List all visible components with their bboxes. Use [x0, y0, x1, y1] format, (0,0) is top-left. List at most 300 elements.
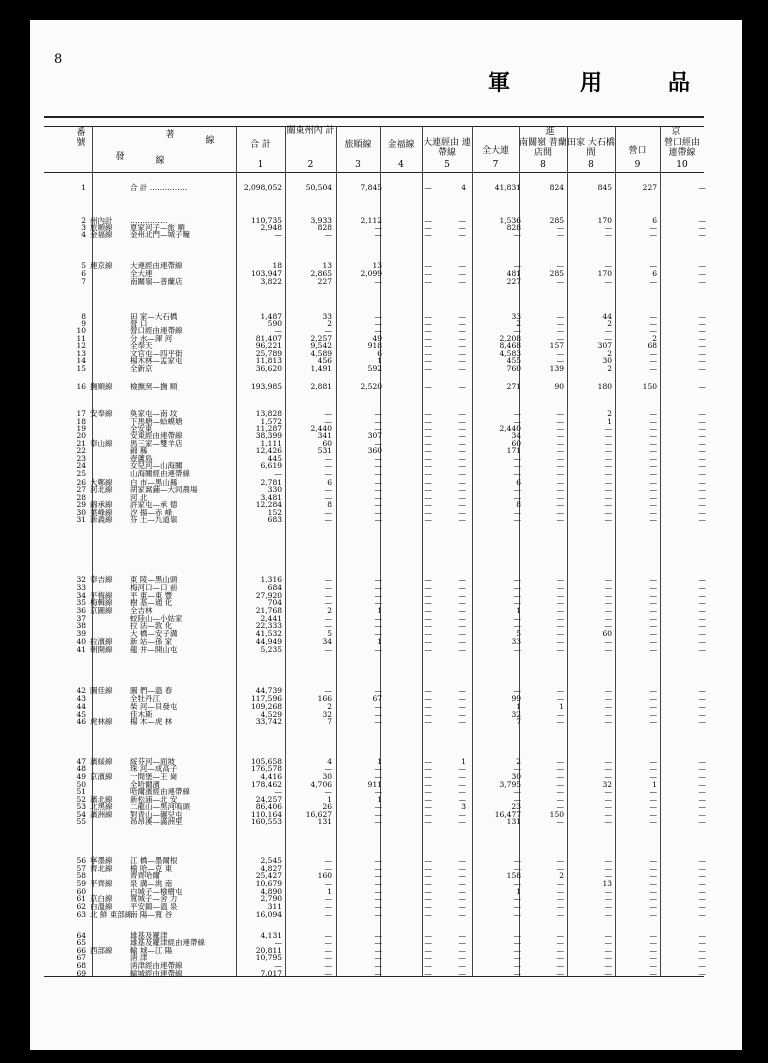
cell-value: — — [424, 810, 432, 819]
cell-value: — — [324, 461, 332, 470]
cell-value: — — [374, 417, 382, 426]
cell-value: — — [513, 969, 521, 978]
cell-value: — — [604, 454, 612, 463]
cell-value: 4 — [327, 757, 332, 766]
cell-value: — — [458, 810, 466, 819]
row-number: 11 — [76, 334, 86, 343]
cell-value: — — [513, 614, 521, 623]
cell-value: 36,620 — [255, 364, 282, 373]
col-number: 10 — [676, 160, 688, 170]
cell-value: — — [649, 485, 657, 494]
cell-value: — — [424, 356, 432, 365]
cell-value: — — [513, 591, 521, 600]
cell-value: — — [458, 356, 466, 365]
cell-value: — — [424, 319, 432, 328]
cell-value: — — [513, 493, 521, 502]
cell-value: 30 — [602, 356, 612, 365]
table-row — [44, 817, 704, 826]
cell-value: — — [556, 894, 564, 903]
col-header: 旅順線 — [344, 140, 372, 150]
cell-value: 760 — [506, 364, 521, 373]
cell-value: — — [458, 446, 466, 455]
cell-value: — — [604, 606, 612, 615]
cell-value: — — [604, 864, 612, 873]
route-name: 雄基及羅津 — [130, 931, 168, 940]
cell-value: — — [649, 879, 657, 888]
cell-value: — — [424, 717, 432, 726]
cell-value: — — [513, 230, 521, 239]
cell-value: — — [458, 312, 466, 321]
cell-value: — — [698, 946, 706, 955]
line-group: 北 鮮 東部線 — [90, 910, 133, 919]
line-group: 北黑線 — [90, 802, 113, 811]
cell-value: — — [458, 887, 466, 896]
cell-value: 4 — [461, 183, 466, 192]
cell-value: — — [604, 439, 612, 448]
cell-value: — — [324, 230, 332, 239]
cell-value: — — [649, 261, 657, 270]
cell-value: — — [604, 326, 612, 335]
cell-value: — — [698, 629, 706, 638]
cell-value: — — [698, 864, 706, 873]
cell-value: — — [604, 764, 612, 773]
header-line2: 線 — [155, 156, 165, 166]
cell-value: 1,536 — [499, 216, 521, 225]
col-number: 8 — [540, 160, 546, 170]
cell-value: — — [513, 764, 521, 773]
cell-value: — — [374, 887, 382, 896]
row-number: 15 — [76, 364, 86, 373]
cell-value: 11,287 — [255, 424, 282, 433]
row-number: 33 — [76, 583, 86, 592]
col-divider — [285, 126, 286, 976]
cell-value: — — [698, 591, 706, 600]
cell-value: — — [513, 583, 521, 592]
cell-value: — — [556, 645, 564, 654]
cell-value: — — [556, 277, 564, 286]
header-section-in: 進 — [545, 127, 555, 137]
cell-value: — — [649, 772, 657, 781]
table-row — [44, 515, 704, 524]
cell-value: — — [649, 802, 657, 811]
route-name: 泉 溝—洮 南 — [130, 879, 173, 888]
route-name: 南關嶺—普蘭店 — [130, 277, 183, 286]
row-number: 17 — [76, 409, 86, 418]
col-number: 1 — [257, 160, 264, 170]
cell-value: — — [458, 795, 466, 804]
cell-value: — — [513, 902, 521, 911]
cell-value: — — [374, 686, 382, 695]
cell-value: — — [649, 583, 657, 592]
cell-value: 117,596 — [250, 694, 282, 703]
cell-value: 157 — [549, 341, 564, 350]
cell-value: — — [374, 424, 382, 433]
cell-value: — — [649, 910, 657, 919]
cell-value: — — [458, 261, 466, 270]
cell-value: — — [458, 364, 466, 373]
line-group: 京濱線 — [90, 772, 113, 781]
cell-value: — — [649, 312, 657, 321]
cell-value: — — [604, 485, 612, 494]
cell-value: 1,487 — [260, 312, 282, 321]
cell-value: — — [513, 856, 521, 865]
cell-value: — — [698, 621, 706, 630]
row-number: 58 — [76, 871, 86, 880]
header-from: 發 — [115, 152, 125, 162]
cell-value: — — [424, 500, 432, 509]
row-number: 65 — [76, 938, 86, 947]
cell-value: 1 — [377, 606, 382, 615]
cell-value: — — [698, 856, 706, 865]
cell-value: — — [604, 598, 612, 607]
cell-value: — — [513, 326, 521, 335]
cell-value: — — [324, 686, 332, 695]
cell-value: — — [698, 614, 706, 623]
cell-value: 90 — [554, 382, 564, 391]
row-number: 19 — [76, 424, 86, 433]
cell-value: — — [374, 702, 382, 711]
route-name: 珠 河—成高子 — [130, 764, 178, 773]
cell-value: — — [324, 469, 332, 478]
cell-value: — — [649, 446, 657, 455]
cell-value: — — [324, 879, 332, 888]
cell-value: — — [604, 223, 612, 232]
cell-value: — — [324, 931, 332, 940]
cell-value: — — [556, 621, 564, 630]
cell-value: 4,583 — [499, 349, 521, 358]
cell-value: — — [556, 485, 564, 494]
cell-value: — — [374, 493, 382, 502]
cell-value: 1 — [461, 757, 466, 766]
cell-value: — — [698, 485, 706, 494]
line-group: 撫順線 — [90, 382, 113, 391]
cell-value: — — [374, 500, 382, 509]
row-number: 21 — [76, 439, 86, 448]
row-number: 51 — [76, 787, 86, 796]
cell-value: 2,112 — [360, 216, 382, 225]
header-bottom-rule — [44, 172, 704, 173]
row-number: 3 — [81, 223, 86, 232]
cell-value: — — [458, 946, 466, 955]
cell-value: 590 — [267, 319, 282, 328]
row-number: 27 — [76, 485, 86, 494]
cell-value: — — [698, 446, 706, 455]
route-name: 全新京 — [130, 364, 153, 373]
cell-value: 22,333 — [255, 621, 282, 630]
cell-value: — — [458, 349, 466, 358]
cell-value: — — [604, 478, 612, 487]
route-name: 東 陵—黑山頭 — [130, 575, 178, 584]
row-number: 47 — [76, 757, 86, 766]
cell-value: — — [698, 894, 706, 903]
cell-value: — — [604, 931, 612, 940]
cell-value: — — [374, 598, 382, 607]
title-char-1: 軍 — [488, 70, 511, 96]
cell-value: — — [604, 910, 612, 919]
cell-value: 828 — [317, 223, 332, 232]
cell-value: — — [649, 894, 657, 903]
cell-value: 2,948 — [260, 223, 282, 232]
cell-value: — — [458, 694, 466, 703]
cell-value: 227 — [506, 277, 521, 286]
row-number: 43 — [76, 694, 86, 703]
cell-value: 1 — [377, 795, 382, 804]
cell-value: — — [604, 871, 612, 880]
cell-value: 44,739 — [255, 686, 282, 695]
row-number: 42 — [76, 686, 86, 695]
cell-value: 445 — [267, 454, 282, 463]
cell-value: 7,845 — [360, 183, 382, 192]
row-number: 39 — [76, 629, 86, 638]
cell-value: 6,619 — [260, 461, 282, 470]
line-group: 奉山線 — [90, 439, 113, 448]
cell-value: 67 — [372, 694, 382, 703]
cell-value: — — [698, 349, 706, 358]
cell-value: — — [698, 382, 706, 391]
route-name: 南 陽—寬 谷 — [130, 910, 173, 919]
cell-value: — — [698, 757, 706, 766]
cell-value: — — [604, 810, 612, 819]
cell-value: — — [604, 694, 612, 703]
cell-value: — — [424, 326, 432, 335]
cell-value: 13 — [372, 261, 382, 270]
cell-value: — — [649, 621, 657, 630]
cell-value: — — [458, 469, 466, 478]
cell-value: — — [424, 493, 432, 502]
route-name: 二龍山—黑河嗚頭 — [130, 802, 190, 811]
cell-value: — — [698, 216, 706, 225]
cell-value: — — [698, 424, 706, 433]
cell-value: — — [424, 261, 432, 270]
cell-value: — — [604, 938, 612, 947]
cell-value: — — [556, 446, 564, 455]
cell-value: — — [698, 269, 706, 278]
cell-value: — — [556, 469, 564, 478]
cell-value: — — [374, 478, 382, 487]
cell-value: — — [698, 810, 706, 819]
cell-value: — — [698, 694, 706, 703]
cell-value: — — [324, 493, 332, 502]
header-top-rule — [44, 126, 704, 127]
cell-value: — — [458, 969, 466, 978]
cell-value: — — [604, 902, 612, 911]
col-header: 合 計 — [250, 140, 271, 150]
cell-value: — — [374, 629, 382, 638]
cell-value: — — [424, 575, 432, 584]
cell-value: — — [458, 817, 466, 826]
row-number: 1 — [81, 183, 86, 192]
cell-value: — — [424, 485, 432, 494]
route-name: 蛟陸山—小姑家 — [130, 614, 183, 623]
cell-value: 2,441 — [260, 614, 282, 623]
cell-value: — — [698, 223, 706, 232]
row-number: 31 — [76, 515, 86, 524]
row-number: 28 — [76, 493, 86, 502]
row-number: 10 — [76, 326, 86, 335]
cell-value: — — [374, 871, 382, 880]
line-group: 朝開線 — [90, 645, 113, 654]
cell-value: — — [374, 508, 382, 517]
route-name: 文官屯—四平街 — [130, 349, 183, 358]
cell-value: — — [649, 717, 657, 726]
route-name: 哈爾濱經由連帶線 — [130, 787, 190, 796]
cell-value: 33,742 — [255, 717, 282, 726]
cell-value: 4,890 — [260, 887, 282, 896]
cell-value: — — [458, 910, 466, 919]
table-row — [44, 183, 704, 192]
cell-value: 176,578 — [250, 764, 282, 773]
cell-value: 2,790 — [260, 894, 282, 903]
cell-value: 828 — [506, 223, 521, 232]
cell-value: 2 — [327, 606, 332, 615]
cell-value: — — [604, 334, 612, 343]
route-name: 新 站—孫 家 — [130, 637, 173, 646]
col-header: 大連經由 連帶線 — [423, 138, 471, 158]
cell-value: — — [424, 454, 432, 463]
cell-value: — — [424, 431, 432, 440]
cell-value: 2 — [516, 319, 521, 328]
line-group: 濱綏線 — [90, 757, 113, 766]
cell-value: — — [424, 887, 432, 896]
col-divider — [236, 126, 237, 976]
cell-value: — — [324, 591, 332, 600]
cell-value: — — [556, 780, 564, 789]
row-number: 64 — [76, 931, 86, 940]
cell-value: — — [698, 645, 706, 654]
cell-value: 26 — [322, 802, 332, 811]
cell-value: — — [698, 364, 706, 373]
cell-value: — — [513, 461, 521, 470]
cell-value: — — [424, 637, 432, 646]
cell-value: — — [649, 961, 657, 970]
route-name: 營 口 — [130, 319, 148, 328]
cell-value: 30 — [511, 772, 521, 781]
cell-value: 307 — [367, 431, 382, 440]
cell-value: — — [556, 887, 564, 896]
cell-value: 704 — [267, 598, 282, 607]
cell-value: — — [513, 961, 521, 970]
cell-value: — — [374, 787, 382, 796]
cell-value: — — [698, 717, 706, 726]
cell-value: — — [458, 485, 466, 494]
cell-value: — — [424, 446, 432, 455]
cell-value: — — [649, 493, 657, 502]
cell-value: 1,491 — [310, 364, 332, 373]
cell-value: — — [424, 856, 432, 865]
cell-value: 2 — [607, 364, 612, 373]
cell-value: 1 — [516, 887, 521, 896]
cell-value: 21,768 — [255, 606, 282, 615]
cell-value: — — [513, 417, 521, 426]
cell-value: — — [698, 686, 706, 695]
table-row — [44, 969, 704, 978]
cell-value: — — [374, 223, 382, 232]
row-number: 6 — [81, 269, 86, 278]
cell-value: — — [556, 261, 564, 270]
top-rule — [44, 116, 704, 118]
cell-value: — — [458, 879, 466, 888]
line-group: 虎林線 — [90, 717, 113, 726]
row-number: 13 — [76, 349, 86, 358]
cell-value: — — [458, 508, 466, 517]
row-number: 62 — [76, 902, 86, 911]
cell-value: — — [458, 764, 466, 773]
route-name: 合 計 …………… — [130, 183, 188, 192]
cell-value: — — [649, 856, 657, 865]
cell-value: 2,865 — [310, 269, 332, 278]
cell-value: — — [649, 230, 657, 239]
cell-value: 32 — [322, 710, 332, 719]
route-name: 奐家屯—南 坟 — [130, 409, 178, 418]
col-number: 5 — [444, 160, 450, 170]
cell-value: 41,532 — [255, 629, 282, 638]
cell-value: — — [556, 879, 564, 888]
cell-value: — — [649, 645, 657, 654]
cell-value: — — [458, 439, 466, 448]
cell-value: — — [649, 953, 657, 962]
cell-value: — — [649, 787, 657, 796]
route-name: 綏芬河—面坡 — [130, 757, 175, 766]
cell-value: — — [458, 780, 466, 789]
route-name: 胡家窩鋪—大同農場 — [130, 485, 198, 494]
cell-value: — — [604, 446, 612, 455]
route-name: 安東經由連帶線 — [130, 431, 183, 440]
cell-value: 25,789 — [255, 349, 282, 358]
cell-value: — — [698, 334, 706, 343]
route-name: 全哈爾濱 — [130, 780, 160, 789]
cell-value: — — [324, 575, 332, 584]
cell-value: 911 — [367, 780, 382, 789]
row-number: 18 — [76, 417, 86, 426]
cell-value: — — [698, 575, 706, 584]
cell-value: — — [458, 902, 466, 911]
line-group: 京白線 — [90, 894, 113, 903]
col-number: 7 — [492, 160, 499, 170]
cell-value: — — [698, 277, 706, 286]
cell-value: — — [424, 461, 432, 470]
cell-value: 34 — [511, 431, 521, 440]
row-number: 49 — [76, 772, 86, 781]
cell-value: 2 — [327, 319, 332, 328]
cell-value: — — [604, 946, 612, 955]
cell-value: — — [698, 515, 706, 524]
cell-value: — — [649, 409, 657, 418]
cell-value: 311 — [267, 902, 282, 911]
col-divider — [422, 126, 423, 976]
cell-value: — — [604, 431, 612, 440]
cell-value: — — [324, 864, 332, 873]
route-name: 榆 哈—克 東 — [130, 864, 173, 873]
cell-value: — — [324, 764, 332, 773]
col-header: 金福線 — [387, 140, 415, 150]
cell-value: 2 — [652, 334, 657, 343]
cell-value: — — [513, 469, 521, 478]
cell-value: — — [374, 931, 382, 940]
route-name: 分 水—渾 河 — [130, 334, 173, 343]
line-group: 錦承線 — [90, 500, 113, 509]
cell-value: 7 — [516, 717, 521, 726]
cell-value: 150 — [642, 382, 657, 391]
cell-value: — — [374, 439, 382, 448]
cell-value: — — [604, 261, 612, 270]
cell-value: — — [556, 764, 564, 773]
cell-value: 271 — [506, 382, 521, 391]
cell-value: 41,831 — [494, 183, 521, 192]
cell-value: 285 — [549, 216, 564, 225]
route-name: 輸城經由連帶線 — [130, 969, 183, 978]
page-number: 8 — [54, 52, 63, 67]
cell-value: 105,658 — [250, 757, 282, 766]
